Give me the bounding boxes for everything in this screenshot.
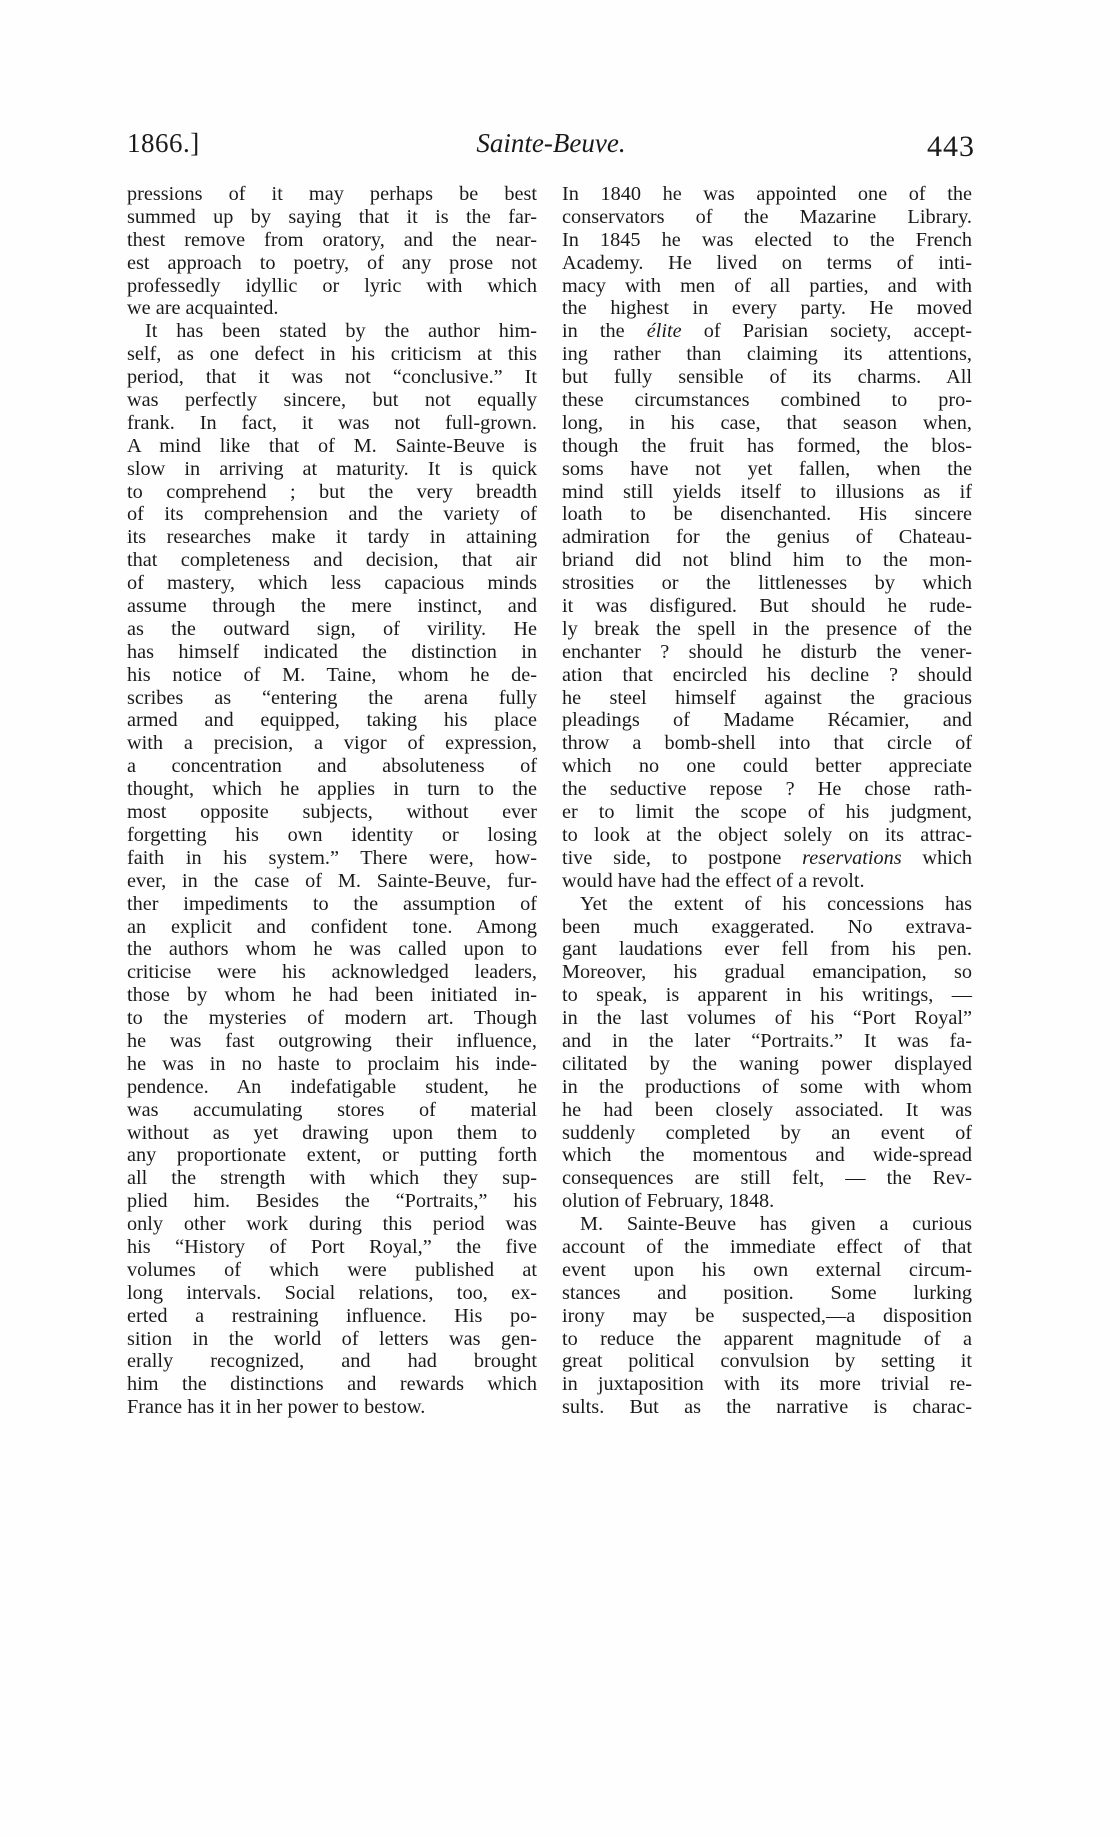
text-line: slow in arriving at maturity. It is quick <box>127 457 537 480</box>
text-line: armed and equipped, taking his place <box>127 709 537 732</box>
text-line: admiration for the genius of Chateau- <box>562 526 972 549</box>
text-line: a concentration and absoluteness of <box>127 755 537 778</box>
text-line: long, in his case, that season when, <box>562 411 972 434</box>
text-line: which no one could better appreciate <box>562 755 972 778</box>
text-line: self, as one defect in his criticism at this <box>127 343 537 366</box>
text-line: In 1845 he was elected to the French <box>562 228 972 251</box>
text-line: ing rather than claiming its attentions, <box>562 343 972 366</box>
text-line: professedly idyllic or lyric with which <box>127 274 537 297</box>
text-line: was perfectly sincere, but not equally <box>127 389 537 412</box>
text-line: to reduce the apparent magnitude of a <box>562 1327 972 1350</box>
text-line: conservators of the Mazarine Library. <box>562 205 972 228</box>
text-line: long intervals. Social relations, too, ex- <box>127 1281 537 1304</box>
text-line: ly break the spell in the presence of the <box>562 617 972 640</box>
text-line: ation that encircled his decline ? should <box>562 663 972 686</box>
text-segment: tive side, to postpone <box>562 846 803 869</box>
text-line: pressions of it may perhaps be best <box>127 183 537 205</box>
text-line: frank. In fact, it was not full-grown. <box>127 411 537 434</box>
left-text-column <box>127 183 537 1419</box>
text-line: only other work during this period was <box>127 1213 537 1236</box>
text-line: summed up by saying that it is the far- <box>127 205 537 228</box>
text-line: Yet the extent of his concessions has <box>580 892 972 915</box>
text-line: Academy. He lived on terms of inti- <box>562 251 972 274</box>
text-line: of its comprehension and the variety of <box>127 503 537 526</box>
text-segment: which <box>901 846 972 869</box>
text-line: It has been stated by the author him- <box>145 320 537 343</box>
text-line: assume through the mere instinct, and <box>127 595 537 618</box>
text-line: erally recognized, and had brought <box>127 1350 537 1373</box>
text-line: and in the later “Portraits.” It was fa- <box>562 1029 972 1052</box>
text-line: Moreover, his gradual emancipation, so <box>562 961 972 984</box>
text-line: all the strength with which they sup- <box>127 1167 537 1190</box>
text-line: pleadings of Madame Récamier, and <box>562 709 972 732</box>
text-line: sition in the world of letters was gen- <box>127 1327 537 1350</box>
text-line: M. Sainte-Beuve has given a curious <box>580 1213 972 1236</box>
text-line: ever, in the case of M. Sainte-Beuve, fur- <box>127 869 537 892</box>
text-line: sults. But as the narrative is charac- <box>562 1396 972 1419</box>
text-line: period, that it was not “conclusive.” It <box>127 366 537 389</box>
text-line: as the outward sign, of virility. He <box>127 617 537 640</box>
text-line: est approach to poetry, of any prose not <box>127 251 537 274</box>
text-line: A mind like that of M. Sainte-Beuve is <box>127 434 537 457</box>
text-line: great political convulsion by setting it <box>562 1350 972 1373</box>
text-line: loath to be disenchanted. His sincere <box>562 503 972 526</box>
text-line: cilitated by the waning power displayed <box>562 1052 972 1075</box>
text-line: it was disfigured. But should he rude- <box>562 595 972 618</box>
text-line: any proportionate extent, or putting forth <box>127 1144 537 1167</box>
text-line: the authors whom he was called upon to <box>127 938 537 961</box>
text-line: those by whom he had been initiated in- <box>127 984 537 1007</box>
text-line: he steel himself against the gracious <box>562 686 972 709</box>
text-line: without as yet drawing upon them to <box>127 1121 537 1144</box>
text-line: these circumstances combined to pro- <box>562 389 972 412</box>
text-line: erted a restraining influence. His po- <box>127 1304 537 1327</box>
italic-term: reservations <box>802 846 902 869</box>
italic-term: élite <box>646 320 682 343</box>
text-line: most opposite subjects, without ever <box>127 801 537 824</box>
text-line: olution of February, 1848. <box>562 1190 775 1213</box>
text-line: that completeness and decision, that air <box>127 549 537 572</box>
text-segment: in the <box>562 320 647 343</box>
text-line: account of the immediate effect of that <box>562 1235 972 1258</box>
running-head-year: 1866.] <box>127 128 200 158</box>
text-line: strosities or the littlenesses by which <box>562 572 972 595</box>
text-line: thest remove from oratory, and the near- <box>127 228 537 251</box>
text-line: plied him. Besides the “Portraits,” his <box>127 1190 537 1213</box>
right-text-column <box>562 183 972 1419</box>
text-line: macy with men of all parties, and with <box>562 274 972 297</box>
text-line: its researches make it tardy in attaining <box>127 526 537 549</box>
running-head-title: Sainte-Beuve. <box>476 128 626 158</box>
text-line: to speak, is apparent in his writings, — <box>562 984 972 1007</box>
text-line: irony may be suspected,—a disposition <box>562 1304 972 1327</box>
text-line: er to limit the scope of his judgment, <box>562 801 972 824</box>
text-line: mind still yields itself to illusions as if <box>562 480 972 503</box>
running-head <box>127 128 975 168</box>
text-line: gant laudations ever fell from his pen. <box>562 938 972 961</box>
text-line: soms have not yet fallen, when the <box>562 457 972 480</box>
text-line: throw a bomb-shell into that circle of <box>562 732 972 755</box>
text-line: which the momentous and wide-spread <box>562 1144 972 1167</box>
text-line: in the last volumes of his “Port Royal” <box>562 1007 972 1030</box>
text-line: has himself indicated the distinction in <box>127 640 537 663</box>
text-line: we are acquainted. <box>127 297 279 320</box>
text-line: he was in no haste to proclaim his inde- <box>127 1052 537 1075</box>
text-line: suddenly completed by an event of <box>562 1121 972 1144</box>
text-line: the seductive repose ? He chose rath- <box>562 778 972 801</box>
text-line: volumes of which were published at <box>127 1258 537 1281</box>
text-line: faith in his system.” There were, how- <box>127 846 537 869</box>
text-line: scribes as “entering the arena fully <box>127 686 537 709</box>
text-line: to comprehend ; but the very breadth <box>127 480 537 503</box>
text-line: to look at the object solely on its attrac- <box>562 823 972 846</box>
text-line: would have had the effect of a revolt. <box>562 869 865 892</box>
text-line: with a precision, a vigor of expression, <box>127 732 537 755</box>
text-line <box>562 320 972 343</box>
text-line: criticise were his acknowledged leaders, <box>127 961 537 984</box>
text-line: he was fast outgrowing their influence, <box>127 1029 537 1052</box>
text-line <box>562 847 972 870</box>
text-line: but fully sensible of its charms. All <box>562 366 972 389</box>
text-line: event upon his own external circum- <box>562 1258 972 1281</box>
text-line: stances and position. Some lurking <box>562 1281 972 1304</box>
text-segment: of Parisian society, accept- <box>681 320 972 343</box>
text-line: enchanter ? should he disturb the vener- <box>562 640 972 663</box>
text-line: been much exaggerated. No extrava- <box>562 915 972 938</box>
text-line: his notice of M. Taine, whom he de- <box>127 663 537 686</box>
text-line: France has it in her power to bestow. <box>127 1396 426 1419</box>
text-line: forgetting his own identity or losing <box>127 823 537 846</box>
page-number: 443 <box>927 130 975 163</box>
text-line: his “History of Port Royal,” the five <box>127 1235 537 1258</box>
text-line: though the fruit has formed, the blos- <box>562 434 972 457</box>
text-line: the highest in every party. He moved <box>562 297 972 320</box>
text-line: in the productions of some with whom <box>562 1075 972 1098</box>
text-line: pendence. An indefatigable student, he <box>127 1075 537 1098</box>
text-line: of mastery, which less capacious minds <box>127 572 537 595</box>
text-line: consequences are still felt, — the Rev- <box>562 1167 972 1190</box>
text-line: to the mysteries of modern art. Though <box>127 1007 537 1030</box>
text-line: was accumulating stores of material <box>127 1098 537 1121</box>
text-line: In 1840 he was appointed one of the <box>562 183 972 205</box>
text-line: he had been closely associated. It was <box>562 1098 972 1121</box>
text-line: him the distinctions and rewards which <box>127 1373 537 1396</box>
text-line: briand did not blind him to the mon- <box>562 549 972 572</box>
text-line: ther impediments to the assumption of <box>127 892 537 915</box>
text-line: in juxtaposition with its more trivial re- <box>562 1373 972 1396</box>
text-line: an explicit and confident tone. Among <box>127 915 537 938</box>
text-line: thought, which he applies in turn to the <box>127 778 537 801</box>
